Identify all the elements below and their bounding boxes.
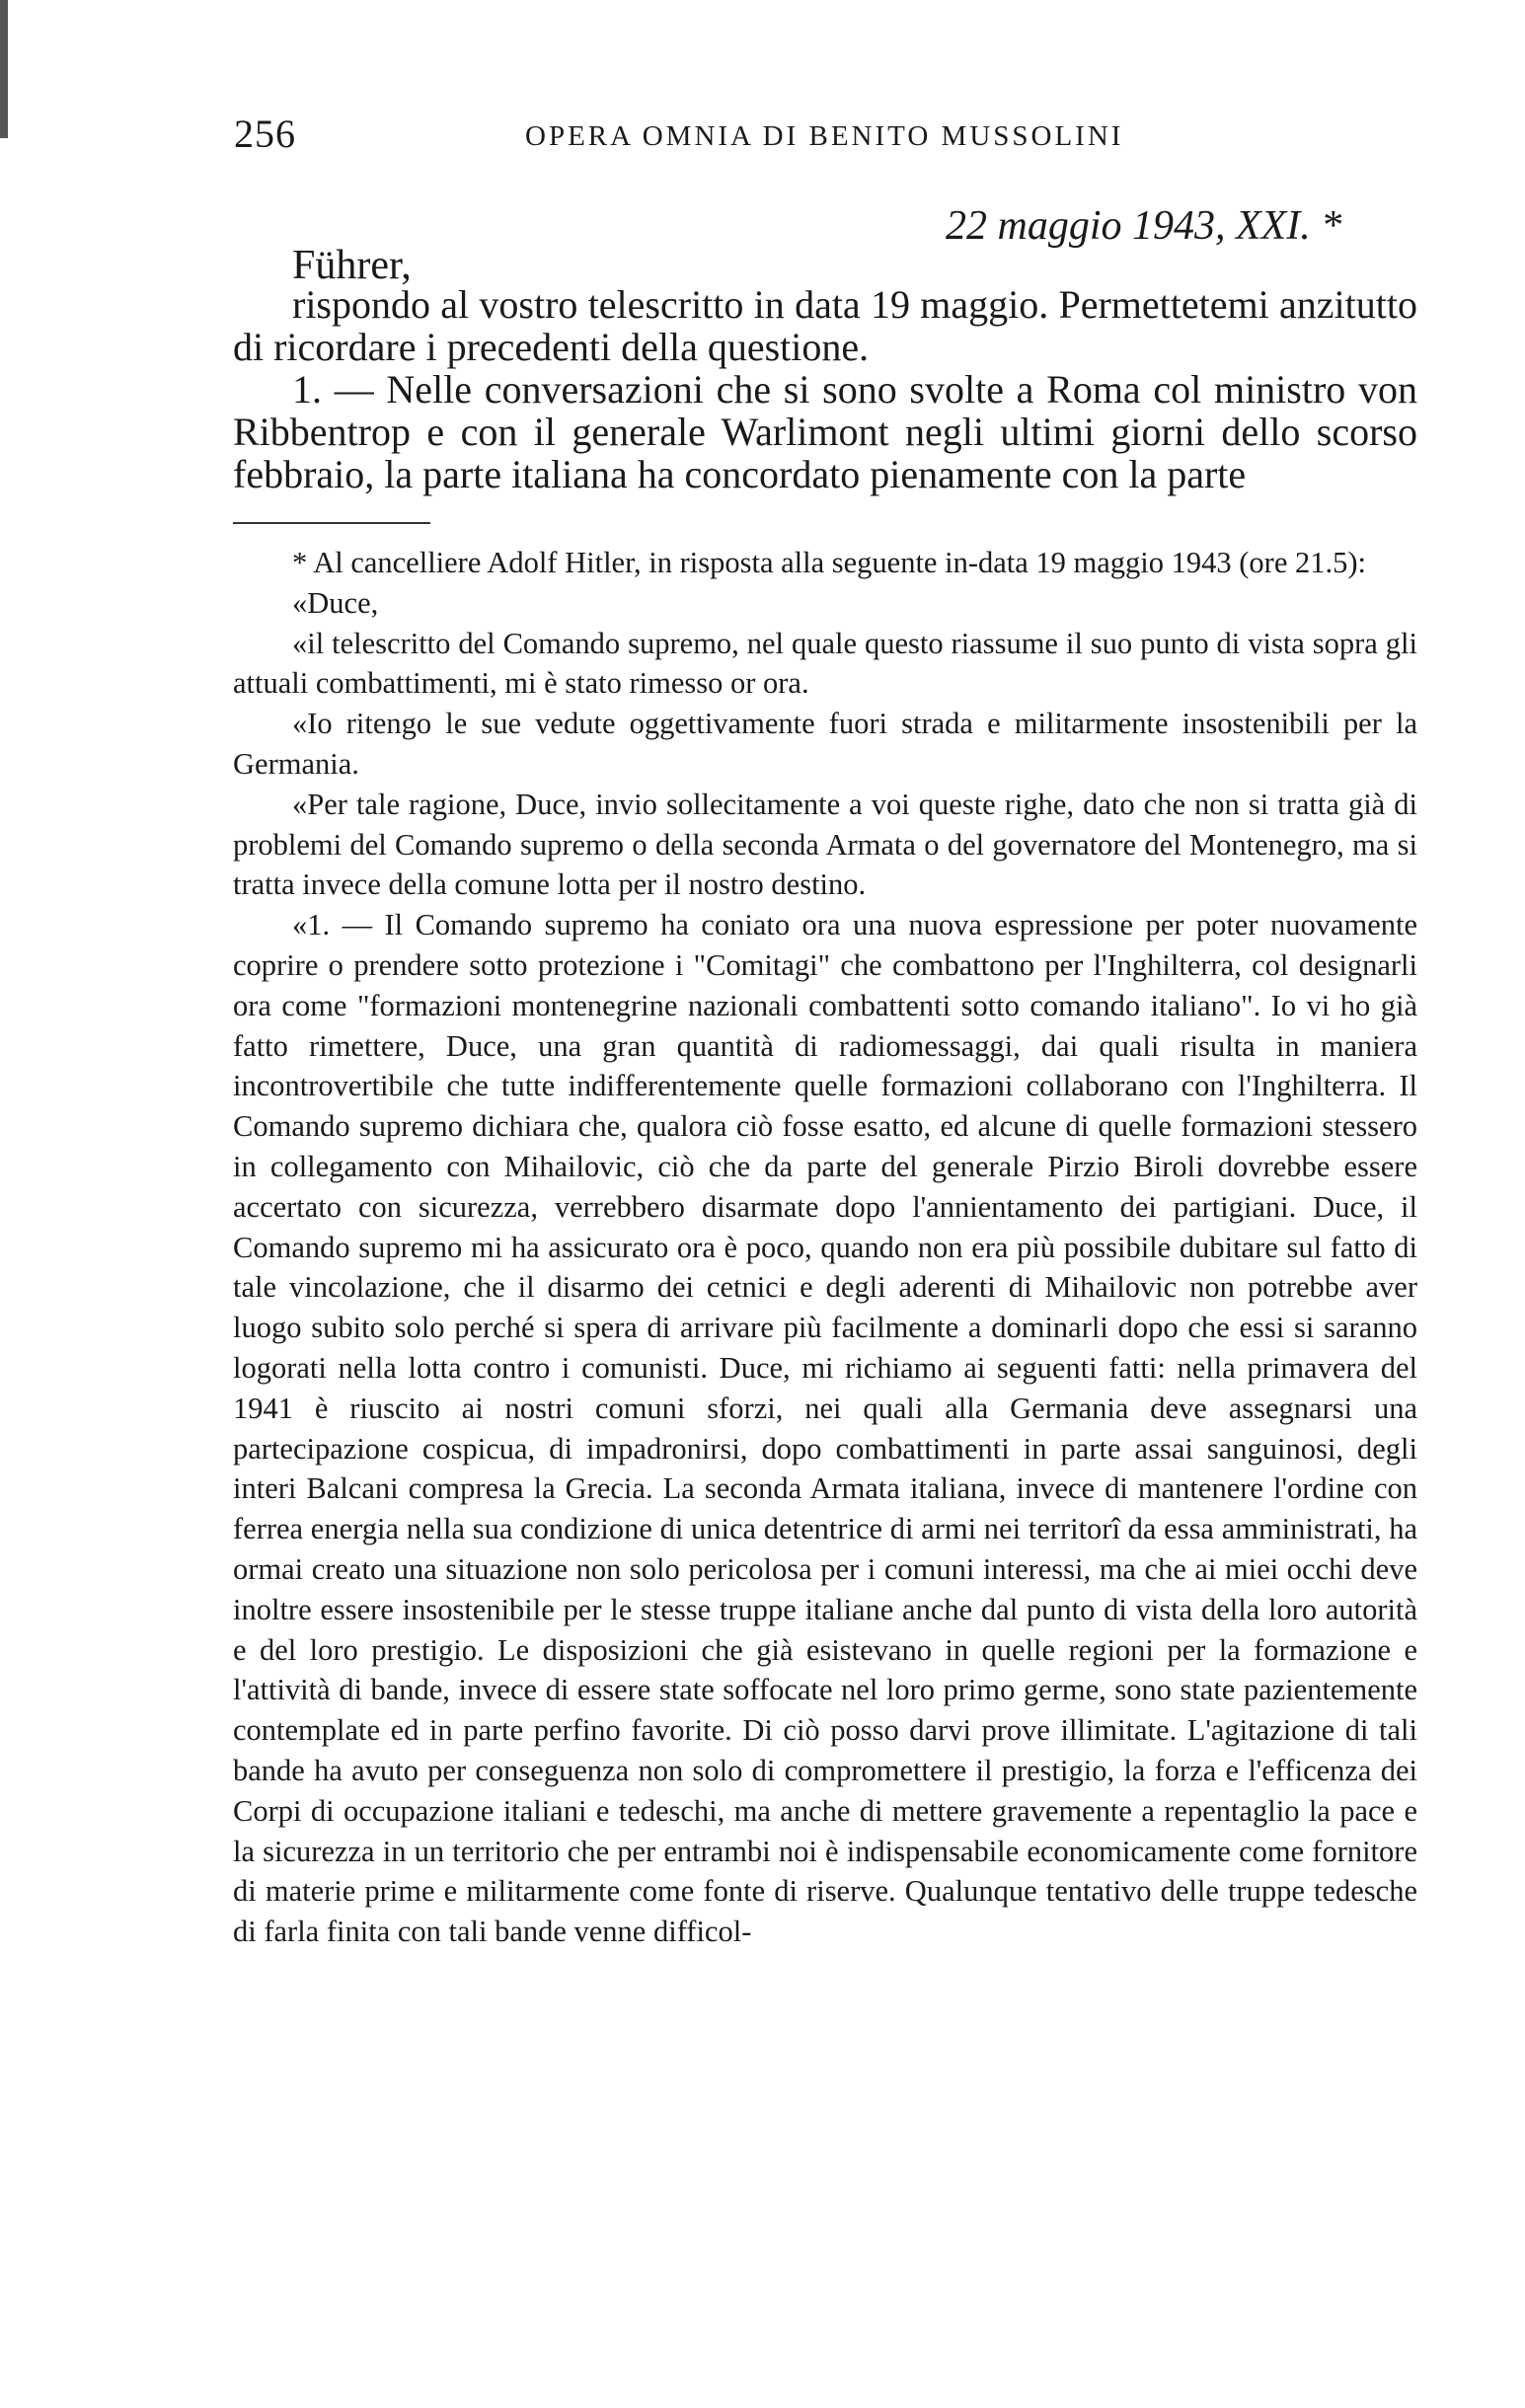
running-head xyxy=(234,111,1418,160)
footnote-paragraph: * Al cancelliere Adolf Hitler, in risposta alla seguente in-data 19 maggio 1943 (ore 21.5): xyxy=(292,546,1366,579)
footnote-paragraph: «1. — Il Comando supremo ha coniato ora una nuova espressione per poter nuovamente coprire o prendere sotto protezione i "Comitagi" che combattono per l'Inghilterra, col designarli ora come "formazioni montenegrine nazionali combattenti sotto comando italiano". Io vi ho già fatto rimettere, Duce, una gran quantità di radiomessaggi, dai quali risulta in maniera incontrovertibile che tutte indifferentemente quelle formazioni collaborano con l'Inghilterra. Il Comando supremo dichiara che, qualora ciò fosse esatto, ed alcune di quelle formazioni stessero in collegamento con Mihailovic, ciò che da parte del generale Pirzio Biroli dovrebbe essere accertato con sicurezza, verrebbero disarmate dopo l'annientamento dei partigiani. Duce, il Comando supremo mi ha assicurato ora è poco, quando non era più possibile dubitare sul fatto di tale vincolazione, che il disarmo dei cetnici e degli aderenti di Mihailovic non potrebbe aver luogo subito solo perché si spera di arrivare più facilmente a dominarli dopo che essi si saranno logorati nella lotta contro i comunisti. Duce, mi richiamo ai seguenti fatti: nella primavera del 1941 è riuscito ai nostri comuni sforzi, nei quali alla Germania deve assegnarsi una partecipazione cospicua, di impadronirsi, dopo combattimenti in parte assai sanguinosi, degli interi Balcani compresa la Grecia. La seconda Armata italiana, invece di mantenere l'ordine con ferrea energia nella sua condizione di unica detentrice di armi nei territorî da essa amministrati, ha ormai creato una situazione non solo pericolosa per i comuni interessi, ma che ai miei occhi deve inoltre essere insostenibile per le stesse truppe italiane anche dal punto di vista della loro autorità e del loro prestigio. Le disposizioni che già esistevano in quelle regioni per la formazione e l'attività di bande, invece di essere state soffocate nel loro primo germe, sono state pazientemente contemplate ed in parte perfino favorite. Di ciò posso darvi prove illimitate. L'agitazione di tali bande ha avuto per conseguenza non solo di compromettere il prestigio, la forza e l'efficenza dei Corpi di occupazione italiani e tedeschi, ma anche di mettere gravemente a repentaglio la pace e la sicurezza in un territorio che per entrambi noi è indispensabile economicamente come fornitore di materie prime e militarmente come fonte di riserve. Qualunque tentativo delle truppe tedesche di farla finita con tali bande venne difficol- xyxy=(233,908,1417,1949)
footnote-separator xyxy=(233,522,430,524)
running-title: OPERA OMNIA DI BENITO MUSSOLINI xyxy=(525,120,1124,152)
footnote-paragraph: «Io ritengo le sue vedute oggettivamente fuori strada e militarmente insostenibili per la Germania. xyxy=(233,707,1417,781)
scan-margin-mark xyxy=(0,0,8,138)
letter-paragraph: 1. — Nelle conversazioni che si sono svolte a Roma col ministro von Ribbentrop e con il generale Warlimont negli ultimi giorni dello scorso febbraio, la parte italiana ha concordato pienamente con la parte xyxy=(233,367,1417,496)
footnote xyxy=(233,543,1417,1952)
letter-paragraph: rispondo al vostro telescritto in data 19 maggio. Permettetemi anzitutto di ricordare i precedenti della questione. xyxy=(233,282,1417,369)
footnote-paragraph: «Per tale ragione, Duce, invio sollecitamente a voi queste righe, dato che non si tratta già di problemi del Comando supremo o della seconda Armata o del governatore del Montenegro, ma si tratta invece della comune lotta per il nostro destino. xyxy=(233,787,1417,902)
footnote-paragraph: «Duce, xyxy=(292,585,379,620)
letter-body xyxy=(233,283,1417,495)
letter-date: 22 maggio 1943, XXI. * xyxy=(946,203,1342,249)
letter-salutation: Führer, xyxy=(292,243,412,288)
page-number: 256 xyxy=(234,112,296,156)
footnote-paragraph: «il telescritto del Comando supremo, nel quale questo riassume il suo punto di vista sopra gli attuali combattimenti, mi è stato rimesso or ora. xyxy=(233,626,1417,701)
